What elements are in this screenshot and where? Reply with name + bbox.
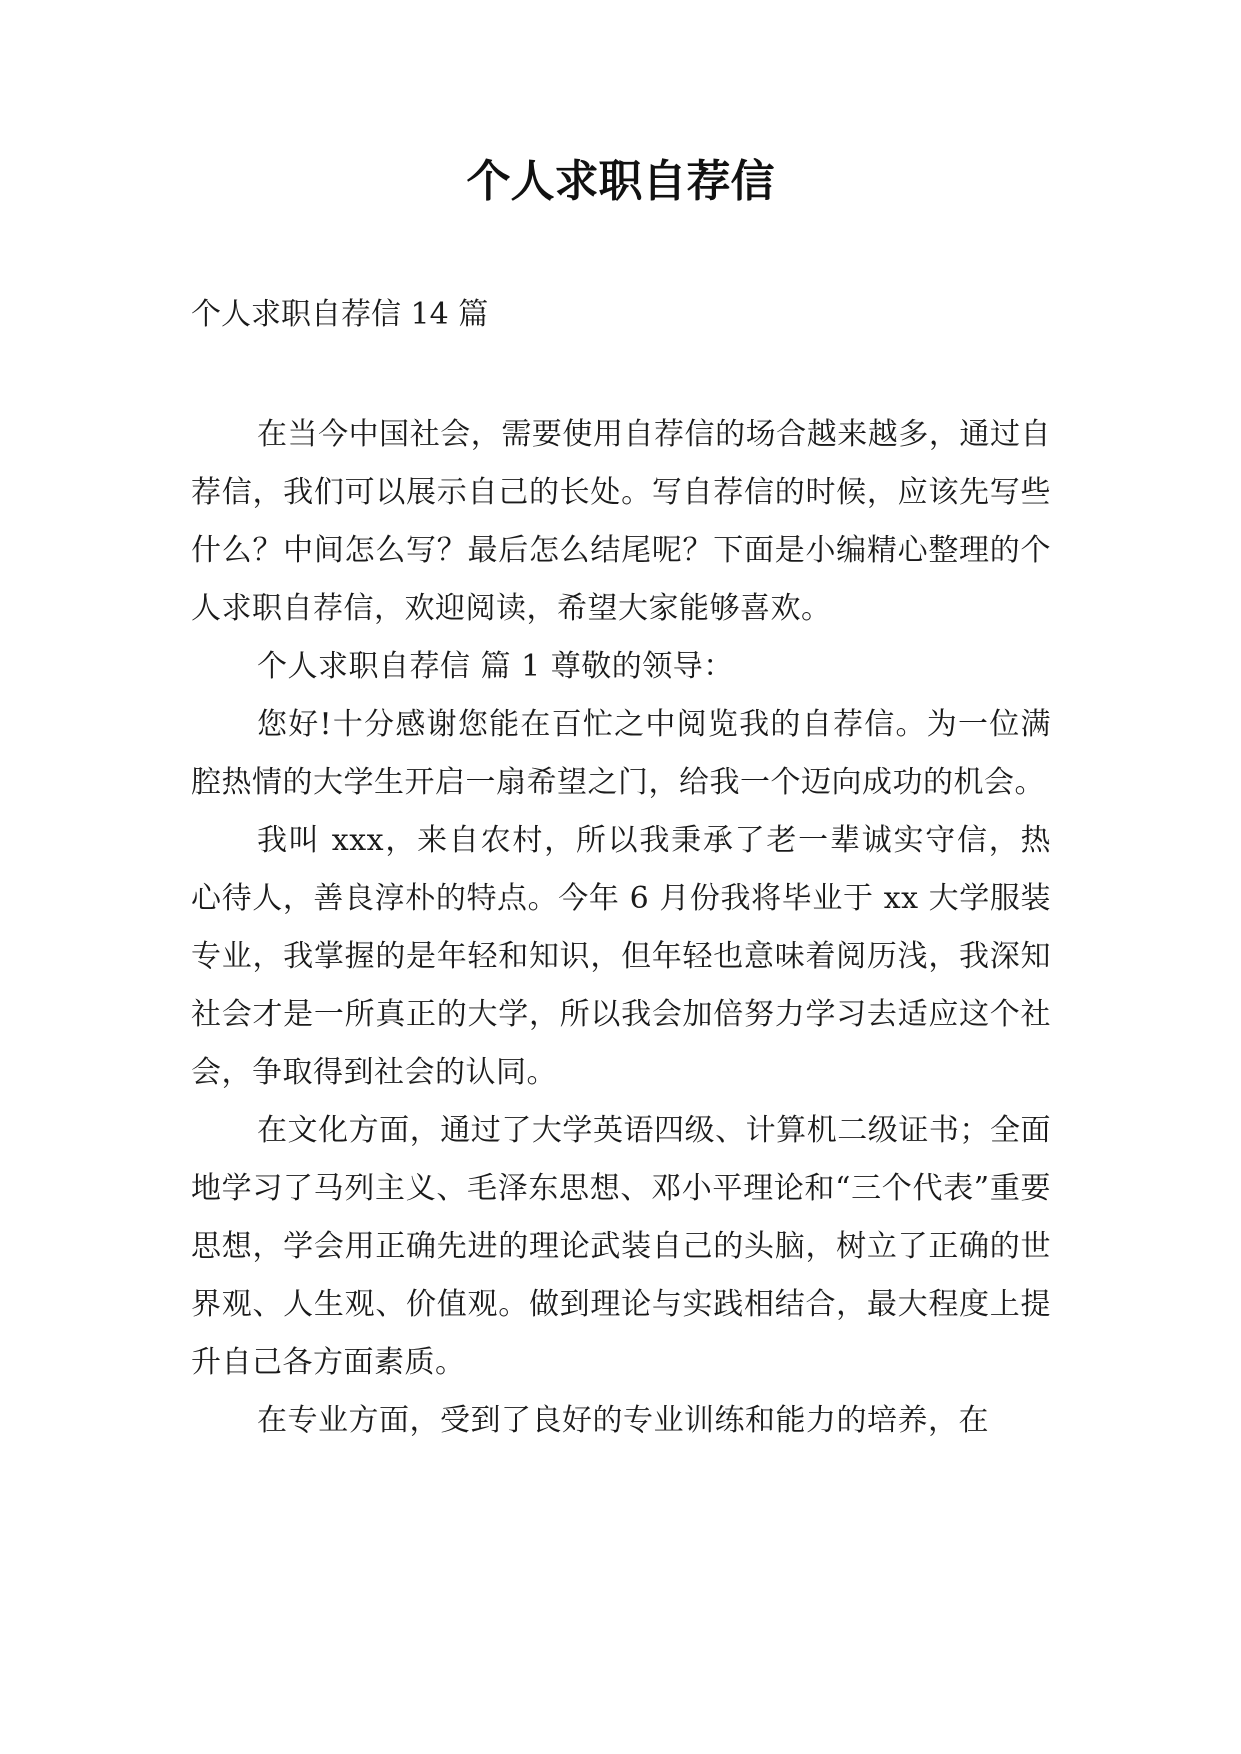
paragraph-culture: 在文化方面，通过了大学英语四级、计算机二级证书；全面地学习了马列主义、毛泽东思想、邓小平理论和“三个代表”重要思想，学会用正确先进的理论武装自己的头脑，树立了正确的世界观、人生观、价值观。做到理论与实践相结合，最大程度上提升自己各方面素质。 <box>191 1113 1051 1380</box>
paragraph-greeting: 您好!十分感谢您能在百忙之中阅览我的自荐信。为一位满腔热情的大学生开启一扇希望之门，给我一个迈向成功的机会。 <box>191 707 1051 800</box>
document-subtitle: 个人求职自荐信 14 篇 <box>191 297 489 332</box>
paragraph-self-introduction: 我叫 xxx，来自农村，所以我秉承了老一辈诚实守信，热心待人，善良淳朴的特点。今年 6 月份我将毕业于 xx 大学服装专业，我掌握的是年轻和知识，但年轻也意味着阅历浅，我深知社会才是一所真正的大学，所以我会加倍努力学习去适应这个社会，争取得到社会的认同。 <box>191 823 1051 1090</box>
paragraph-letter-heading: 个人求职自荐信 篇 1 尊敬的领导： <box>257 649 734 684</box>
paragraph-intro: 在当今中国社会，需要使用自荐信的场合越来越多，通过自荐信，我们可以展示自己的长处。写自荐信的时候，应该先写些什么？中间怎么写？最后怎么结尾呢？下面是小编精心整理的个人求职自荐信，欢迎阅读，希望大家能够喜欢。 <box>191 417 1051 626</box>
document-title: 个人求职自荐信 <box>466 156 775 207</box>
paragraph-profession: 在专业方面，受到了良好的专业训练和能力的培养，在 <box>257 1403 989 1438</box>
document-body <box>191 406 1051 1450</box>
